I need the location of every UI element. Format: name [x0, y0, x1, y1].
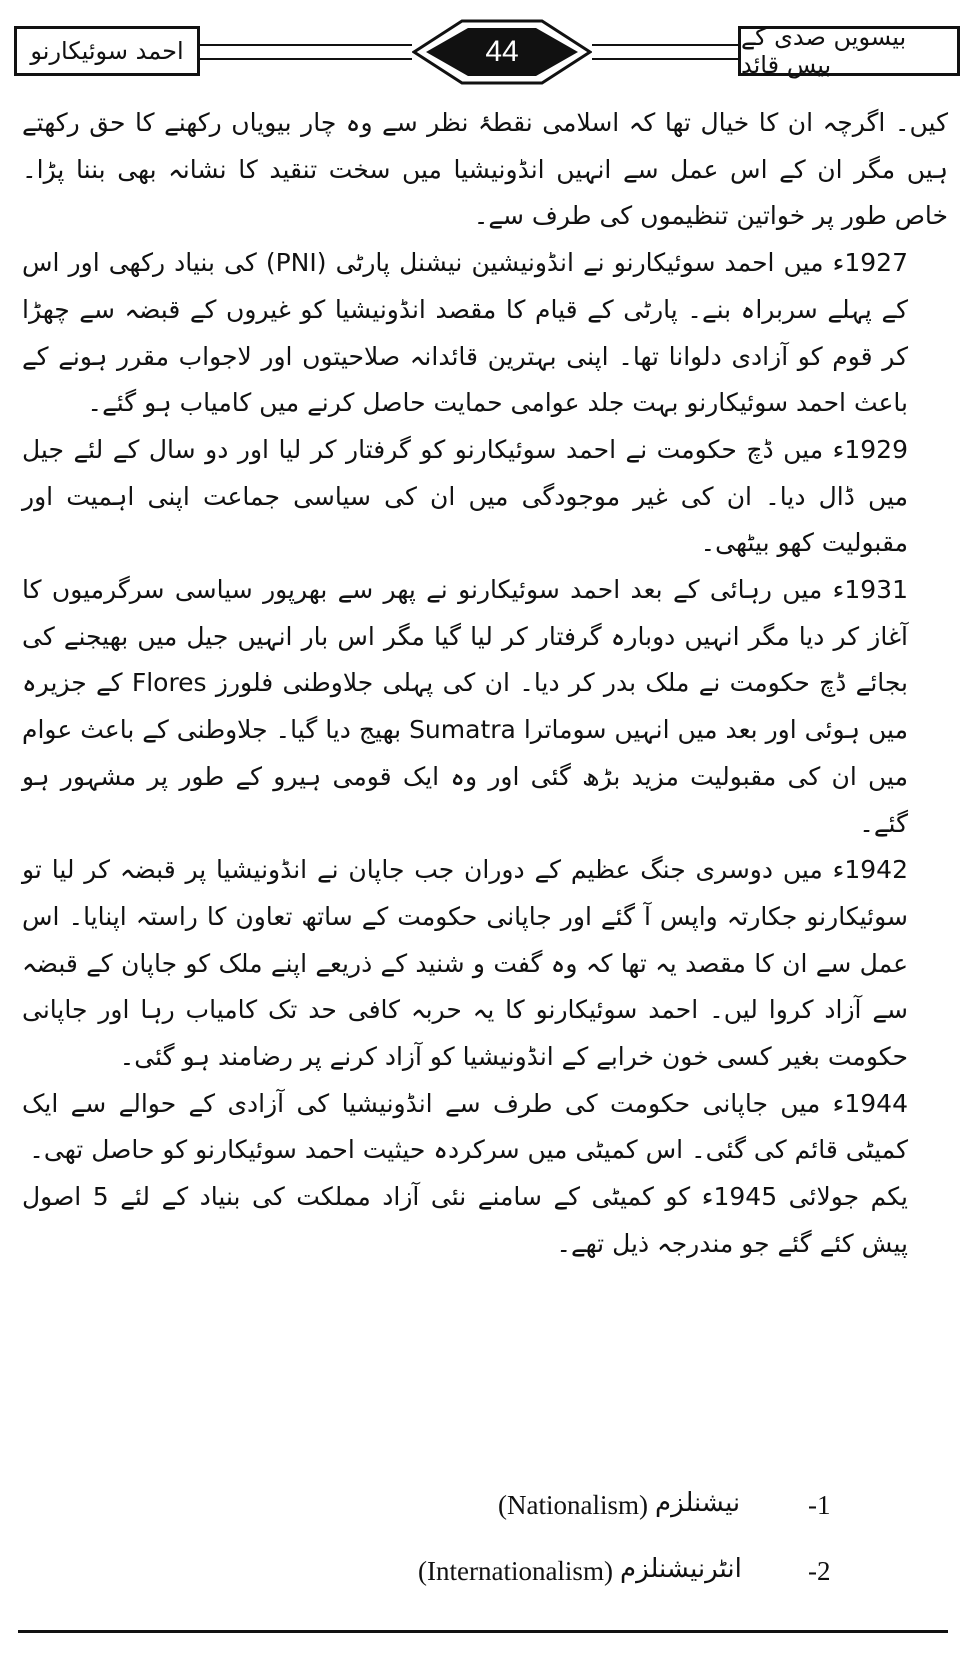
- paragraph: 1944ء میں جاپانی حکومت کی طرف سے انڈونیشیا کی آزادی کے حوالے سے ایک کمیٹی قائم کی گئی۔ اس کمیٹی میں سرکردہ حیثیت احمد سوئیکارنو کو حاصل تھی۔: [22, 1088, 908, 1165]
- page-number: 44: [485, 35, 519, 68]
- paragraph: 1942ء میں دوسری جنگ عظیم کے دوران جب جاپان نے انڈونیشیا پر قبضہ کر لیا تو سوئیکارنو جکارتہ واپس آ گئے اور جاپانی حکومت کے ساتھ تعاون کا راستہ اپنایا۔ اس عمل سے ان کا مقصد یہ تھا کہ وہ گفت و شنید کے ذریعے اپنے ملک کو جاپان کے قبضہ سے آزاد کروا لیں۔ احمد سوئیکارنو کا یہ حربہ کافی حد تک کامیاب رہا اور جاپانی حکومت بغیر کسی خون خرابے کے انڈونیشیا کو آزاد کرنے پر رضامند ہو گئی۔: [22, 855, 908, 1072]
- page-header: [0, 0, 968, 112]
- chapter-title: احمد سوئیکارنو: [30, 37, 184, 65]
- header-rule: [200, 58, 412, 60]
- list-term-english: (Internationalism): [418, 1556, 613, 1586]
- list-number: -2: [808, 1556, 831, 1586]
- paragraph: 1927ء میں احمد سوئیکارنو نے انڈونیشین نیشنل پارٹی (PNI) کی بنیاد رکھی اور اس کے پہلے سربراہ بنے۔ پارٹی کے قیام کا مقصد انڈونیشیا کو غیروں کے قبضہ سے چھڑا کر قوم کو آزادی دلوانا تھا۔ اپنی بہترین قائدانہ صلاحیتوں اور لاجواب مقرر ہونے کے باعث احمد سوئیکارنو بہت جلد عوامی حمایت حاصل کرنے میں کامیاب ہو گئے۔: [22, 248, 908, 418]
- book-title-box: [738, 23, 960, 79]
- footer-rule: [18, 1630, 948, 1633]
- paragraph: 1931ء میں رہائی کے بعد احمد سوئیکارنو نے پھر سے بھرپور سیاسی سرگرمیوں کا آغاز کر دیا مگر انہیں دوبارہ گرفتار کر لیا گیا مگر اس بار انہیں جیل میں بھیجنے کی بجائے ڈچ حکومت نے ملک بدر کر دیا۔ ان کی پہلی جلاوطنی فلورز Flores کے جزیرہ میں ہوئی اور بعد میں انہیں سوماترا Sumatra بھیج دیا گیا۔ جلاوطنی کے باعث عوام میں ان کی مقبولیت مزید بڑھ گئی اور وہ ایک قومی ہیرو کے طور پر مشہور ہو گئے۔: [22, 575, 908, 838]
- paragraph: 1929ء میں ڈچ حکومت نے احمد سوئیکارنو کو گرفتار کر لیا اور دو سال کے لئے جیل میں ڈال دیا۔ ان کی غیر موجودگی میں ان کی سیاسی جماعت اپنی اہمیت اور مقبولیت کھو بیٹھی۔: [22, 434, 908, 558]
- list-term-urdu: انٹرنیشنلزم: [620, 1554, 742, 1584]
- list-term-english: (Nationalism): [498, 1490, 648, 1520]
- list-number: -1: [808, 1490, 831, 1520]
- list-term-urdu: نیشنلزم: [655, 1488, 741, 1518]
- header-rule: [592, 44, 738, 46]
- body-text: [22, 100, 948, 1268]
- header-rule: [592, 58, 738, 60]
- header-rule: [200, 44, 412, 46]
- paragraph: کیں۔ اگرچہ ان کا خیال تھا کہ اسلامی نقطۂ نظر سے وہ چار بیویاں رکھنے کا حق رکھتے ہیں مگر ان کے اس عمل سے انہیں انڈونیشیا میں سخت تنقید کا نشانہ بھی بننا پڑا۔ خاص طور پر خواتین تنظیموں کی طرف سے۔: [22, 108, 948, 231]
- chapter-title-box: [14, 26, 200, 76]
- paragraph: یکم جولائی 1945ء کو کمیٹی کے سامنے نئی آزاد مملکت کی بنیاد کے لئے 5 اصول پیش کئے گئے جو مندرجہ ذیل تھے۔: [22, 1182, 909, 1258]
- list-item: [0, 1480, 968, 1540]
- list-item: [0, 1546, 968, 1606]
- book-title: بیسویں صدی کے بیس قائد: [741, 23, 907, 79]
